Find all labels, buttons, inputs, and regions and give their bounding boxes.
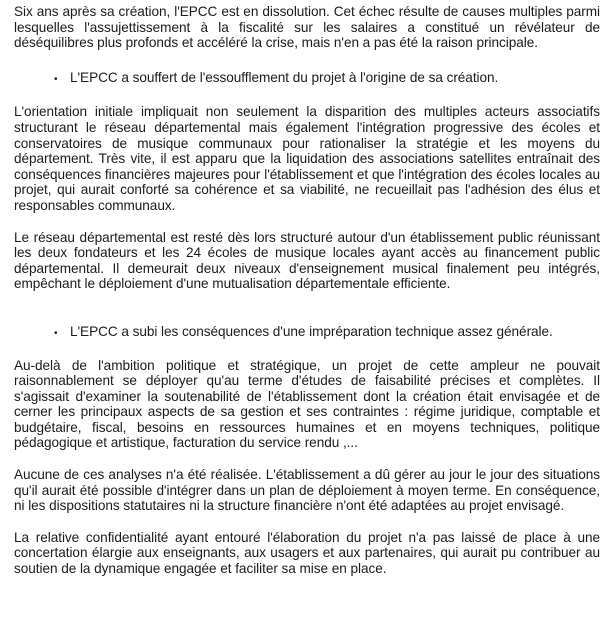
section-1-paragraph-1: L'orientation initiale impliquait non seulement la disparition des multiples acteurs associatifs structurant le réseau départemental mais également l'intégration progressive des écoles et conservatoires de musique communaux pour rationaliser la stratégie et les moyens du département. Très vite, il est apparu que la liquidation des associations satellites entraînait des conséquences financières majeures pour l'établissement et que l'intégration des écoles locales au projet, qui aurait conforté sa cohérence et sa viabilité, ne recueillait pas l'adhésion des élus et responsables communaux. bbox=[14, 104, 600, 213]
section-1-heading-text: L'EPCC a souffert de l'essoufflement du projet à l'origine de sa création. bbox=[70, 69, 499, 85]
intro-paragraph: Six ans après sa création, l'EPCC est en dissolution. Cet échec résulte de causes multiples parmi lesquelles l'assujettissement à la fiscalité sur les salaires a constitué un révélateur de déséquilibres plus profonds et accéléré la crise, mais n'en a pas été la raison principale. bbox=[14, 4, 600, 51]
bullet-icon: • bbox=[54, 327, 58, 339]
section-1-heading bbox=[14, 70, 600, 88]
section-2-paragraph-1: Au-delà de l'ambition politique et stratégique, un projet de cette ampleur ne pouvait raisonnablement se déployer qu'au terme d'études de faisabilité précises et complètes. Il s'agissait d'examiner la soutenabilité de l'établissement dont la création était envisagée et de cerner les principaux aspects de sa gestion et ses contraintes : régime juridique, comptable et budgétaire, fiscal, besoins en ressources humaines et en moyens techniques, politique pédagogique et artistique, facturation du service rendu ,... bbox=[14, 357, 600, 451]
section-1-paragraph-2: Le réseau départemental est resté dès lors structuré autour d'un établissement public réunissant les deux fondateurs et les 24 écoles de musique locales ayant accès au financement public départemental. Il demeurait deux niveaux d'enseignement musical finalement peu intégrés, empêchant le déploiement d'une mutualisation départementale efficiente. bbox=[14, 229, 600, 292]
section-2-paragraph-2: Aucune de ces analyses n'a été réalisée. L'établissement a dû gérer au jour le jour des situations qu'il aurait été possible d'intégrer dans un plan de déploiement à moyen terme. En conséquence, ni les dispositions statutaires ni la structure financière n'ont été adaptées au projet envisagé. bbox=[14, 467, 600, 514]
section-2-heading bbox=[14, 324, 600, 342]
bullet-icon: • bbox=[54, 73, 58, 85]
section-2-heading-text: L'EPCC a subi les conséquences d'une impréparation technique assez générale. bbox=[70, 323, 553, 339]
section-2-paragraph-3: La relative confidentialité ayant entouré l'élaboration du projet n'a pas laissé de place à une concertation élargie aux enseignants, aux usagers et aux partenaires, qui aurait pu contribuer au soutien de la dynamique engagée et faciliter sa mise en place. bbox=[14, 529, 600, 577]
